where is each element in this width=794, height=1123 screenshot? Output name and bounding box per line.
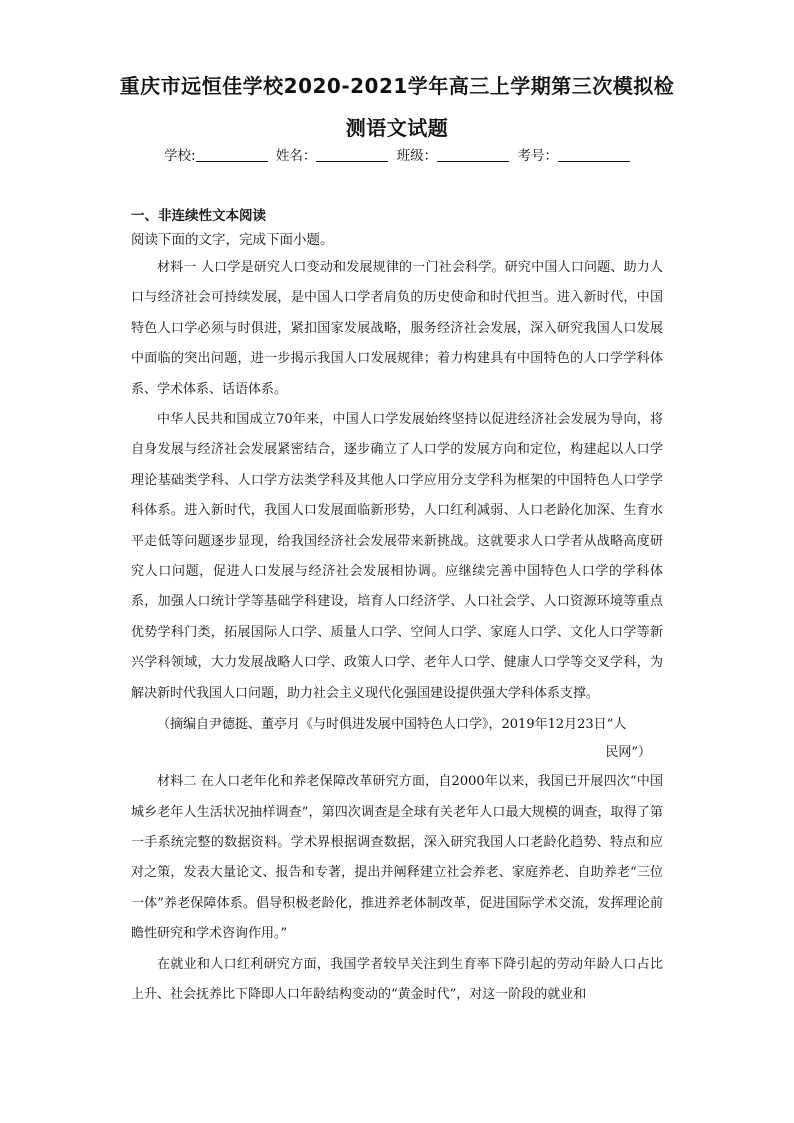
material-two-paragraph-1: 材料二 在人口老年化和养老保障改革研究方面，自2000年以来，我国已开展四次“中国城乡老年人生活状况抽样调查”，第四次调查是全球有关老年人口最大规模的调查，取得了第一手系统完整的数据资料。学术界根据调查数据，深入研究我国人口老龄化趋势、特点和应对之策，发表大量论文、报告和专著，提出并阐释建立社会养老、家庭养老、自助养老“三位一体”养老保障体系。倡导积极老龄化，推进养老体制改革，促进国际学术交流，发挥理论前瞻性研究和学术咨询作用。” [131, 774, 663, 942]
document-title-line1: 重庆市远恒佳学校2020-2021学年高三上学期第三次模拟检 [119, 74, 675, 98]
student-info-fields [0, 144, 794, 164]
material-one-paragraph-1: 材料一 人口学是研究人口变动和发展规律的一门社会科学。研究中国人口问题、助力人口与经济社会可持续发展，是中国人口学者肩负的历史使命和时代担当。进入新时代，中国特色人口学必须与时俱进，紧扣国家发展战略，服务经济社会发展，深入研究我国人口发展中面临的突出问题，进一步揭示我国人口发展规律；着力构建具有中国特色的人口学学科体系、学术体系、话语体系。 [131, 260, 663, 397]
class-label: 班级： [396, 148, 438, 164]
class-blank[interactable] [437, 147, 509, 162]
section-heading: 一、非连续性文本阅读 [131, 208, 266, 224]
name-label: 姓名： [275, 148, 317, 164]
reading-section [131, 205, 663, 1010]
school-label: 学校: [164, 148, 196, 164]
exam-number-blank[interactable] [558, 147, 630, 162]
document-title-line2: 测语文试题 [345, 116, 449, 140]
material-one-citation [131, 711, 663, 767]
material-one-paragraph-2: 中华人民共和国成立70年来，中国人口学发展始终坚持以促进经济社会发展为导向，将自身发展与经济社会发展紧密结合，逐步确立了人口学的发展方向和定位，构建起以人口学理论基础类学科、人口学方法类学科及其他人口学应用分支学科为框架的中国特色人口学学科体系。进入新时代，我国人口发展面临新形势，人口红利减弱、人口老龄化加深、生育水平走低等问题逐步显现，给我国经济社会发展带来新挑战。这就要求人口学者从战略高度研究人口问题，促进人口发展与经济社会发展相协调。应继续完善中国特色人口学的学科体系，加强人口统计学等基础学科建设，培育人口经济学、人口社会学、人口资源环境等重点优势学科门类，拓展国际人口学、质量人口学、空间人口学、家庭人口学、文化人口学等新兴学科领域，大力发展战略人口学、政策人口学、老年人口学、健康人口学等交叉学科，为解决新时代我国人口问题，助力社会主义现代化强国建设提供强大学科体系支撑。 [131, 412, 663, 701]
citation-tail: 民网”） [605, 745, 651, 761]
exam-number-label: 考号： [517, 148, 558, 164]
school-blank[interactable] [196, 147, 268, 162]
section-instruction: 阅读下面的文字，完成下面小题。 [131, 232, 334, 248]
name-blank[interactable] [316, 147, 388, 162]
citation-main: （摘编自尹德挺、董亭月《与时俱进发展中国特色人口学》，2019年12月23日“人 [157, 717, 627, 733]
material-two-paragraph-2: 在就业和人口红利研究方面，我国学者较早关注到生育率下降引起的劳动年龄人口占比上升、社会抚养比下降即人口年龄结构变动的“黄金时代”，对这一阶段的就业和 [131, 956, 663, 1002]
